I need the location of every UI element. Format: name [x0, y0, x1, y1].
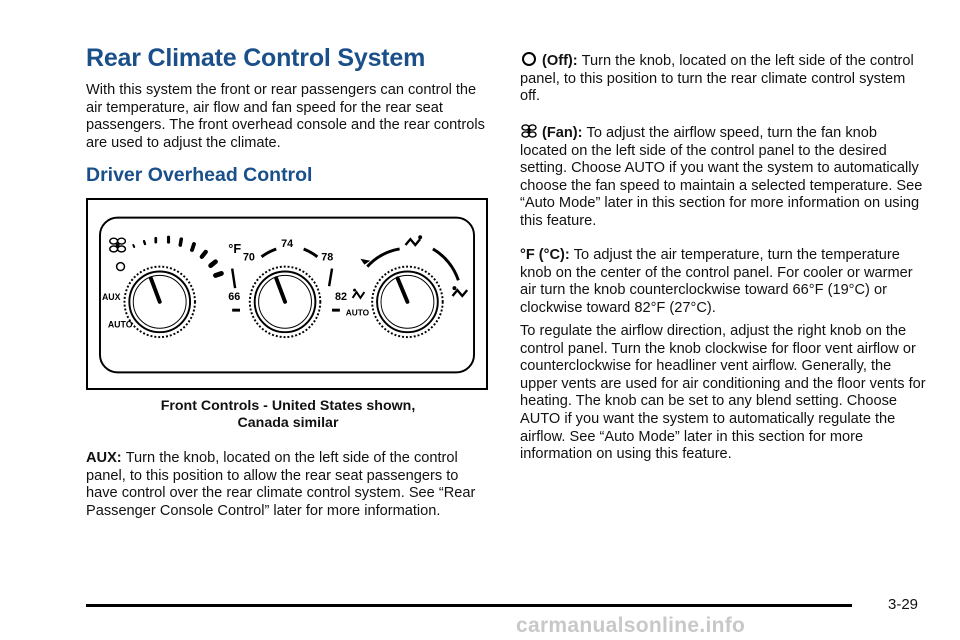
fan-label: (Fan): [542, 125, 583, 141]
fan-speed-ticks [133, 237, 221, 275]
temp-arc-left [262, 249, 277, 257]
temperature-text: To adjust the air temperature, turn the temperature knob on the center of the control panel. For cooler or warmer air turn the knob counterclockwise toward 66°F (19°C) or clockwise toward 82°F (27°C). [520, 247, 913, 316]
airflow-arc-right [433, 249, 458, 280]
temperature-label: °F (°C): [520, 247, 570, 263]
temp-74-label: 74 [281, 238, 294, 250]
off-text: Turn the knob, located on the left side of the control panel, to this position to turn the rear climate control system off. [520, 53, 914, 105]
degree-f-label: °F [228, 240, 242, 256]
temp-82-label: 82 [334, 290, 347, 303]
off-icon [117, 263, 125, 271]
fan-paragraph [520, 122, 928, 231]
fan-text: To adjust the airflow speed, turn the fan knob located on the left side of the control panel to the desired setting. Choose AUTO if you want the system to automatically choose the fan speed to maintain a selected temperature. See “Auto Mode” later in this section for more information on using this feature. [520, 125, 923, 229]
page-number: 3-29 [888, 596, 919, 613]
control-panel-figure [86, 198, 488, 390]
fan-icon [110, 238, 126, 252]
page-title: Rear Climate Control System [86, 44, 426, 72]
temp-tick-left [232, 269, 235, 289]
off-label: (Off): [542, 53, 578, 69]
airflow-paragraph: To regulate the airflow direction, adjust the right knob on the control panel. Turn the knob clockwise for floor vent airflow or counterclockwise for headliner vent airflow. Generally, the upper vents are used for air conditioning and the floor vents for heating. The knob can be set to any blend setting. Choose AUTO if you want the system to automatically regulate the airflow. See “Auto Mode” later in this section for more information on using this feature. [520, 323, 926, 463]
fan-knob [124, 267, 195, 337]
caption-line-2: Canada similar [237, 415, 339, 432]
temp-70-label: 70 [242, 251, 255, 264]
airflow-arc-left [367, 249, 399, 267]
temp-66-label: 66 [228, 290, 241, 303]
off-symbol-icon [520, 50, 538, 68]
figure-caption [86, 398, 490, 433]
aux-label: AUX: [86, 450, 122, 466]
temp-dash-left [232, 309, 240, 312]
aux-position-label: AUX [101, 291, 121, 302]
temp-arc-right [304, 249, 318, 257]
auto-airflow-label: AUTO [345, 307, 370, 318]
floor-icon-right [452, 286, 467, 296]
section-heading: Driver Overhead Control [86, 164, 313, 186]
temp-dash-right [332, 309, 340, 312]
fan-symbol-icon [520, 122, 538, 140]
caption-line-1: Front Controls - United States shown, [160, 398, 416, 414]
control-panel-illustration [88, 200, 486, 388]
temp-tick-right [329, 269, 332, 287]
watermark: carmanualsonline.info [516, 614, 746, 637]
footer-rule [86, 604, 852, 607]
aux-paragraph [86, 450, 490, 520]
headliner-vent-icon [405, 235, 422, 245]
intro-paragraph: With this system the front or rear passengers can control the air temperature, air flow and fan speed for the rear seat passengers. The front overhead console and the rear controls are used to adjust the climate. [86, 82, 485, 151]
temp-78-label: 78 [321, 251, 334, 264]
auto-fan-label: AUTO [107, 319, 133, 330]
temperature-paragraph [520, 247, 928, 317]
off-paragraph [520, 50, 928, 106]
floor-vent-icon [353, 289, 365, 298]
temperature-knob [250, 267, 321, 337]
airflow-knob [372, 267, 443, 337]
aux-text: Turn the knob, located on the left side of the control panel, to this position to allow the rear seat passengers to have control over the rear climate control system. See “Rear Passenger Console Control” later for more information. [86, 450, 476, 519]
